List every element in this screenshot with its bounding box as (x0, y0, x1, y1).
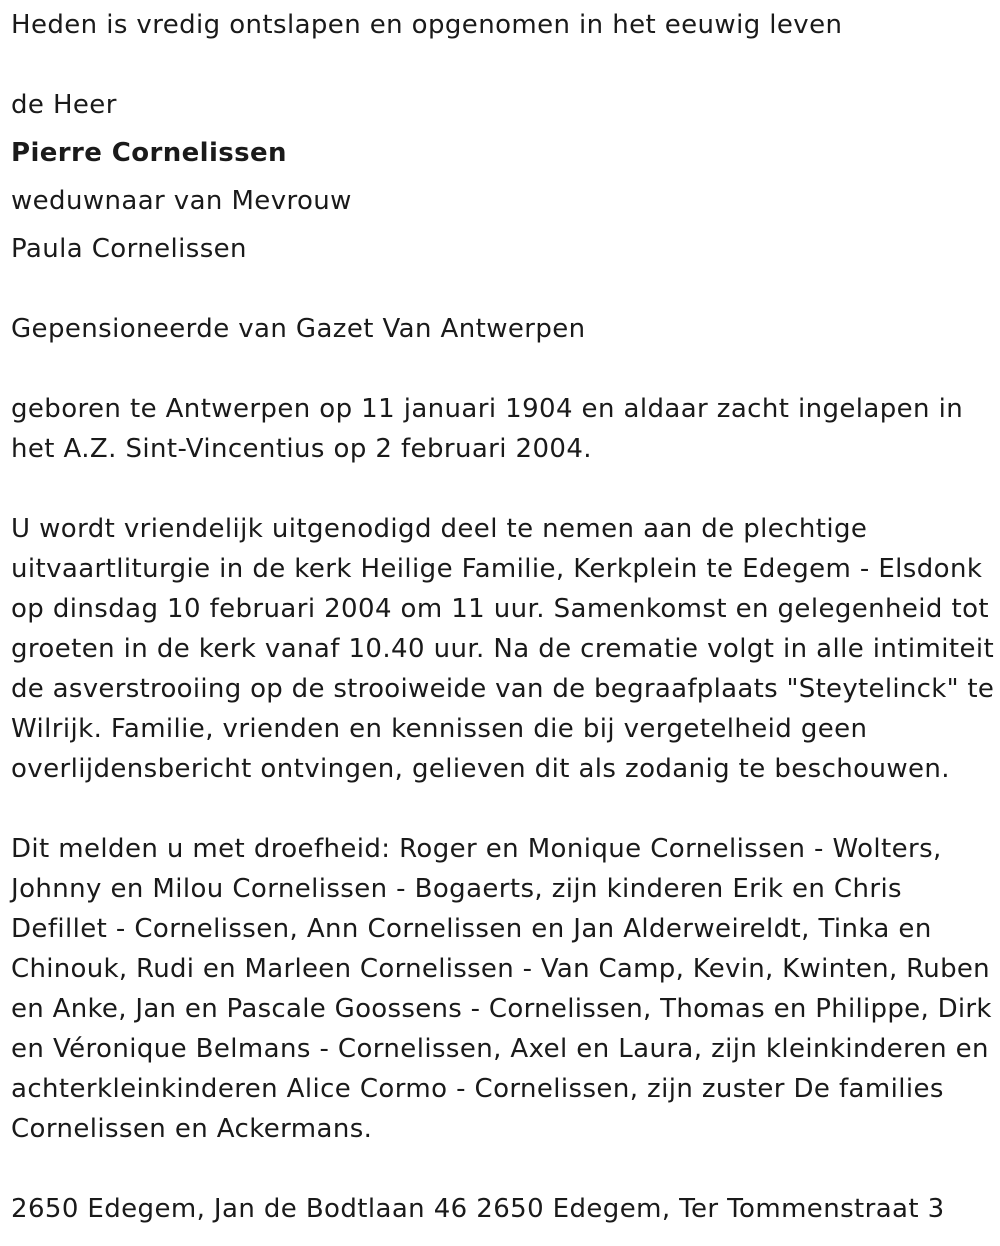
family-line: Cornelissen en Ackermans. (11, 1114, 373, 1144)
deceased-name: Pierre Cornelissen (11, 138, 287, 168)
relation-text: weduwnaar van Mevrouw (11, 186, 352, 216)
family-line: Defillet - Cornelissen, Ann Cornelissen en Jan Alderweireldt, Tinka en (11, 914, 932, 944)
invitation-line: op dinsdag 10 februari 2004 om 11 uur. Samenkomst en gelegenheid tot (11, 594, 989, 624)
invitation-line: de asverstrooiing op de strooiweide van de begraafplaats "Steytelinck" te (11, 674, 995, 704)
invitation-line: groeten in de kerk vanaf 10.40 uur. Na de crematie volgt in alle intimiteit (11, 634, 995, 664)
intro-text: Heden is vredig ontslapen en opgenomen in het eeuwig leven (11, 10, 843, 40)
occupation-text: Gepensioneerde van Gazet Van Antwerpen (11, 314, 586, 344)
birth-death-line-1: geboren te Antwerpen op 11 januari 1904 en aldaar zacht ingelapen in (11, 394, 964, 424)
spouse-name: Paula Cornelissen (11, 234, 247, 264)
invitation-line: uitvaartliturgie in de kerk Heilige Familie, Kerkplein te Edegem - Elsdonk (11, 554, 983, 584)
birth-death-line-2: het A.Z. Sint-Vincentius op 2 februari 2004. (11, 434, 592, 464)
family-line: achterkleinkinderen Alice Cormo - Cornelissen, zijn zuster De families (11, 1074, 944, 1104)
family-line: en Anke, Jan en Pascale Goossens - Cornelissen, Thomas en Philippe, Dirk (11, 994, 992, 1024)
addresses-text: 2650 Edegem, Jan de Bodtlaan 46 2650 Edegem, Ter Tommenstraat 3 (11, 1194, 945, 1224)
invitation-line: overlijdensbericht ontvingen, gelieven dit als zodanig te beschouwen. (11, 754, 950, 784)
family-line: Johnny en Milou Cornelissen - Bogaerts, zijn kinderen Erik en Chris (11, 874, 903, 904)
family-line: en Véronique Belmans - Cornelissen, Axel en Laura, zijn kleinkinderen en (11, 1034, 989, 1064)
invitation-line: Wilrijk. Familie, vrienden en kennissen die bij vergetelheid geen (11, 714, 868, 744)
family-line: Dit melden u met droefheid: Roger en Monique Cornelissen - Wolters, (11, 834, 942, 864)
title-prefix: de Heer (11, 90, 117, 120)
family-line: Chinouk, Rudi en Marleen Cornelissen - Van Camp, Kevin, Kwinten, Ruben (11, 954, 990, 984)
invitation-line: U wordt vriendelijk uitgenodigd deel te nemen aan de plechtige (11, 514, 868, 544)
